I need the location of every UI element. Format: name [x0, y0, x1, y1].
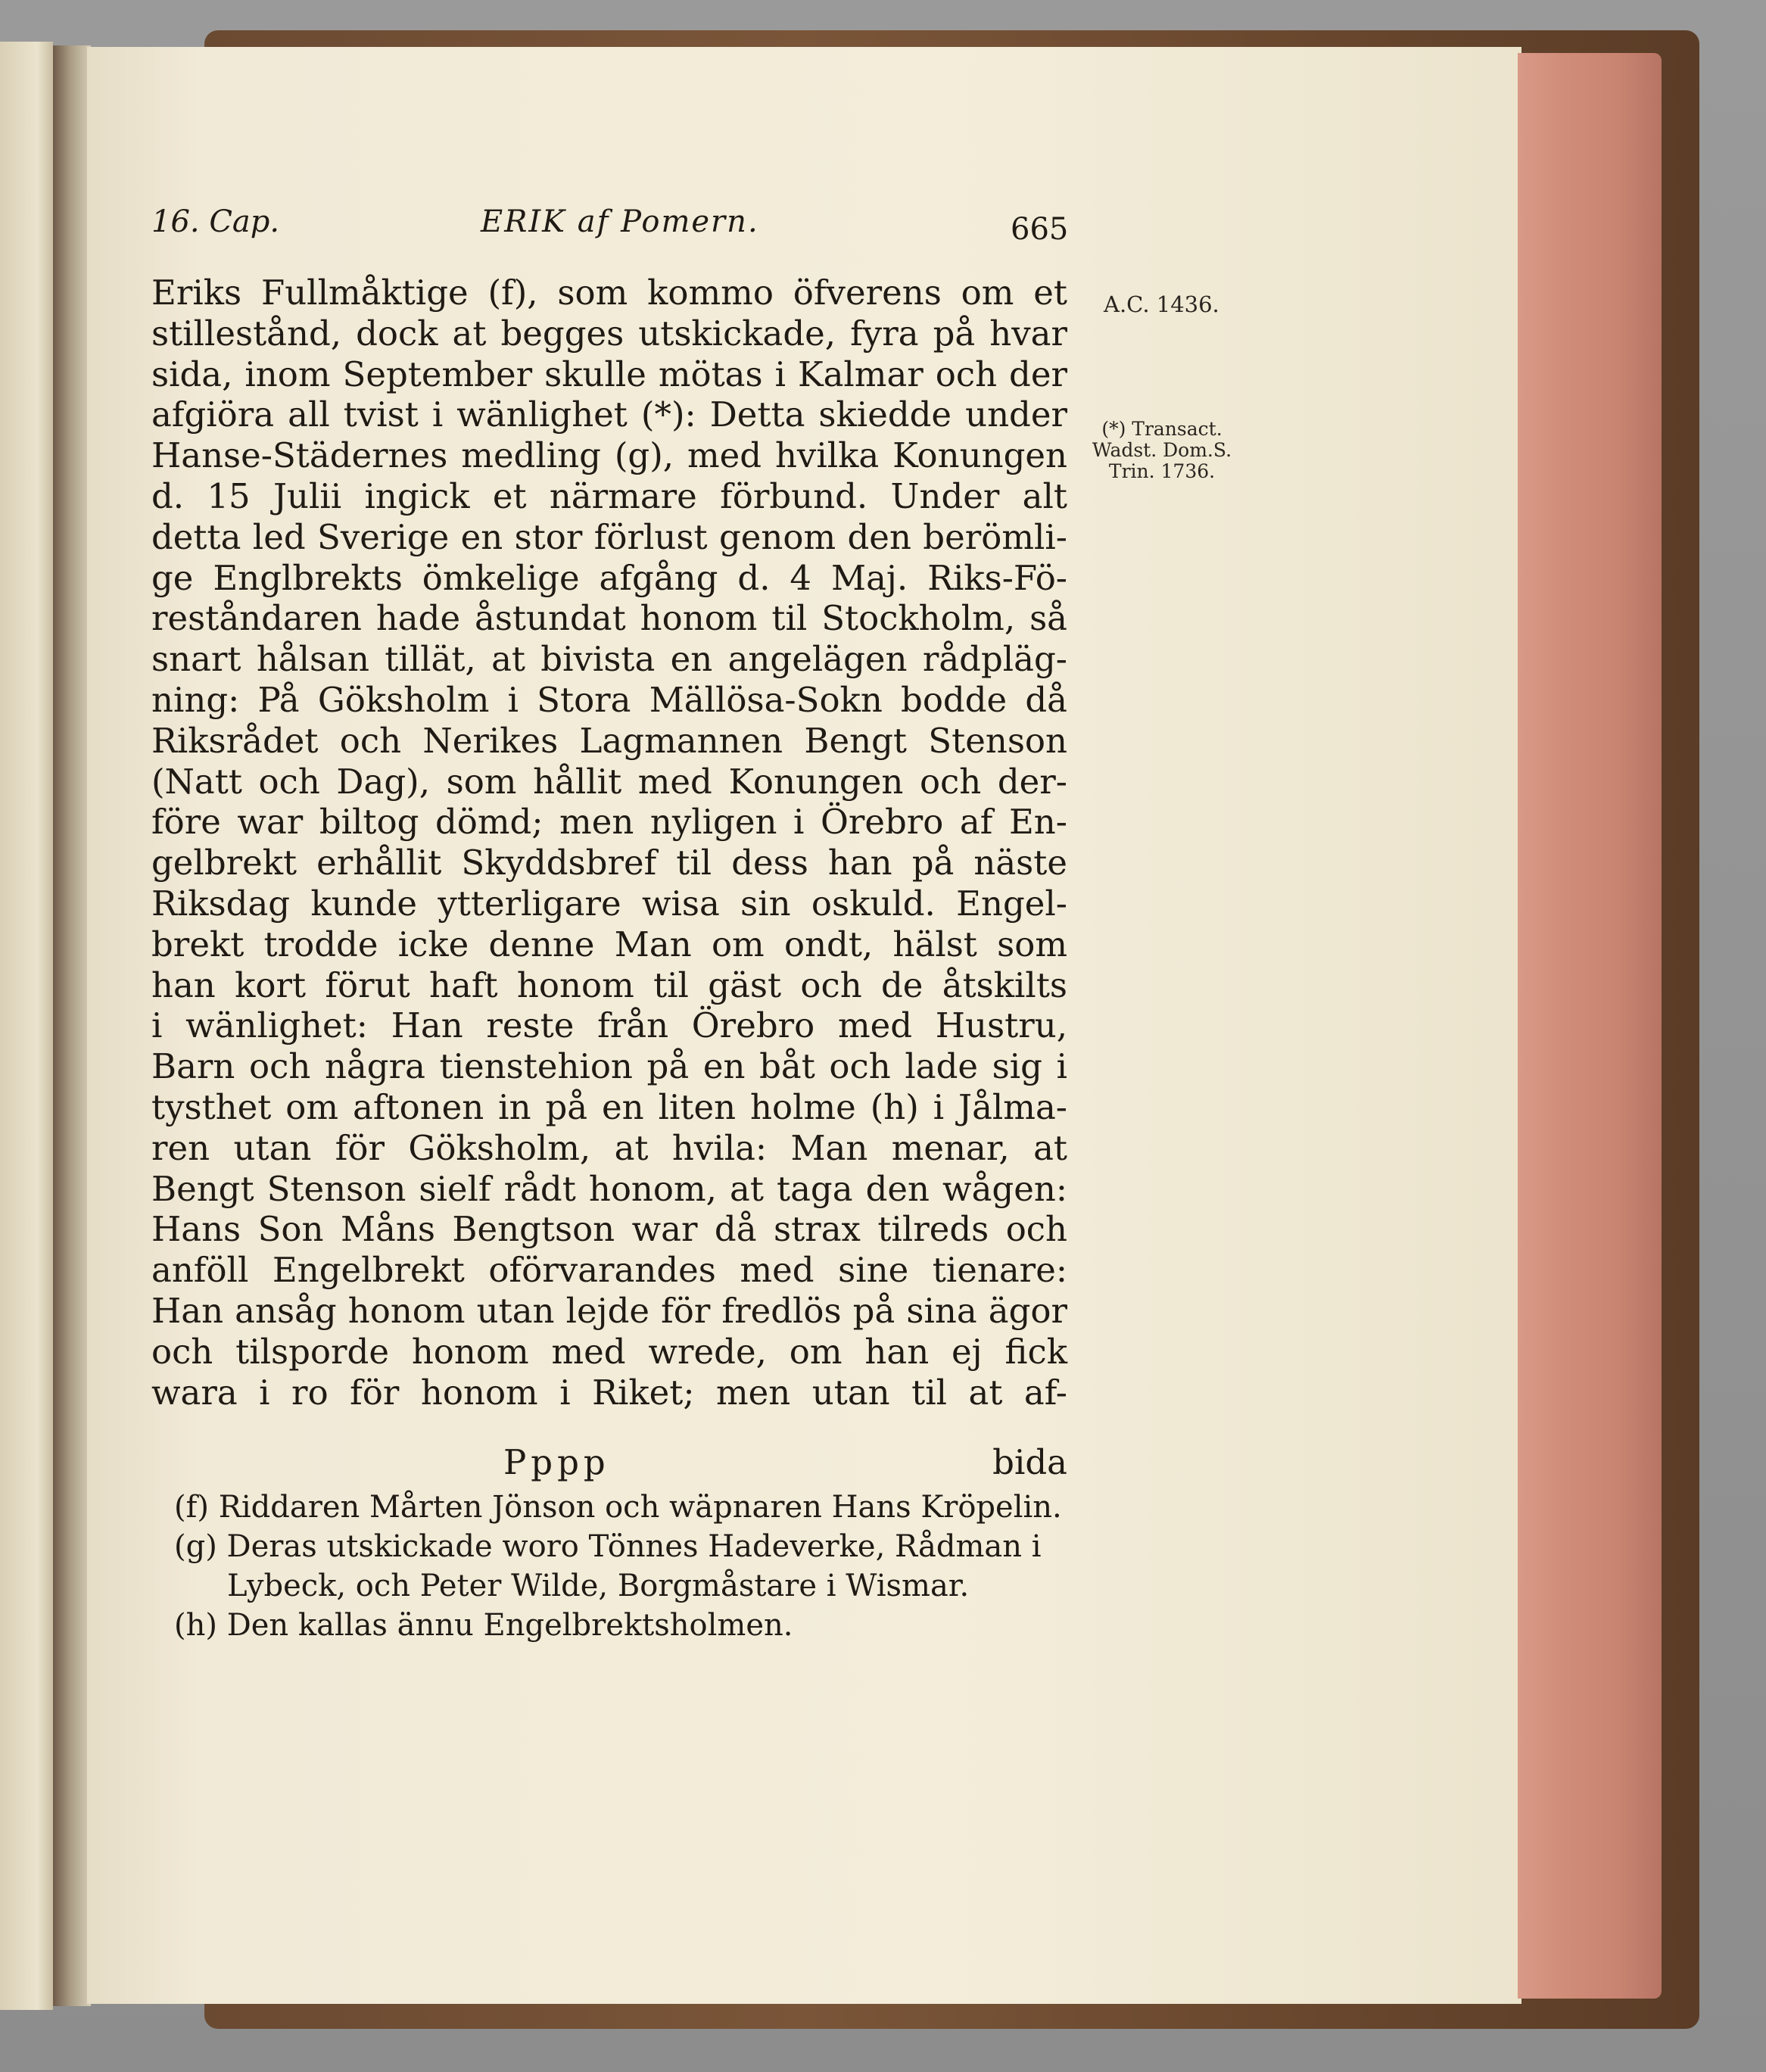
text-line: gelbrekt erhållit Skyddsbref til dess han på näste: [151, 843, 1067, 883]
text-line: afgiöra all tvist i wänlighet (*): Detta skiedde under: [151, 394, 1067, 435]
margin-reference-line: Trin. 1736.: [1108, 460, 1216, 482]
text-line: ning: På Göksholm i Stora Mällösa-Sokn bodde då: [151, 679, 1067, 720]
footnotes: [174, 1488, 1067, 1645]
text-line: brekt trodde icke denne Man om ondt, hälst som: [151, 924, 1067, 964]
text-line: Hanse-Städernes medling (g), med hvilka Konungen: [151, 435, 1067, 476]
text-line: d. 15 Julii ingick et närmare förbund. Under alt: [151, 475, 1067, 516]
text-line: han kort förut haft honom til gäst och de åtskilts: [151, 964, 1067, 1005]
text-line: Bengt Stenson sielf rådt honom, at taga den wågen:: [151, 1168, 1067, 1209]
text-line: Barn och några tienstehion på en båt och lade sig i: [151, 1046, 1067, 1087]
footnote-continuation: Lybeck, och Peter Wilde, Borgmåstare i Wismar.: [227, 1569, 970, 1603]
text-line: (Natt och Dag), som hållit med Konungen och der-: [151, 761, 1067, 802]
footnote: (g) Deras utskickade woro Tönnes Hadeverke, Rådman i: [174, 1529, 1042, 1564]
margin-reference-line: Wadst. Dom.S.: [1092, 439, 1232, 461]
text-line: snart hålsan tillät, at bivista en angelägen rådpläg-: [151, 639, 1067, 680]
margin-reference: [1075, 419, 1249, 482]
text-line: sida, inom September skulle mötas i Kalmar och der: [151, 354, 1067, 394]
text-line: och tilsporde honom med wrede, om han ej fick: [151, 1331, 1067, 1372]
text-line: Eriks Fullmåktige (f), som kommo öfverens om et: [151, 273, 1067, 313]
text-line: wara i ro för honom i Riket; men utan til at af-: [151, 1372, 1067, 1413]
signature-mark: Pppp: [503, 1442, 610, 1482]
text-line: Hans Son Måns Bengtson war då strax tilreds och: [151, 1209, 1067, 1250]
text-line: tysthet om aftonen in på en liten holme (h) i Jålma-: [151, 1086, 1067, 1127]
text-line: i wänlighet: Han reste från Örebro med Hustru,: [151, 1005, 1067, 1046]
running-title: ERIK af Pomern.: [481, 204, 759, 239]
body-text: [151, 273, 1067, 1413]
text-line: detta led Sverige en stor förlust genom den berömli-: [151, 516, 1067, 557]
left-page-edge: [0, 42, 53, 2010]
book-gutter: [53, 45, 91, 2006]
text-line: stillestånd, dock at begges utskickade, fyra på hvar: [151, 313, 1067, 354]
footnote: (f) Riddaren Mårten Jönson och wäpnaren Hans Kröpelin.: [174, 1490, 1062, 1525]
text-line: Riksdag kunde ytterligare wisa sin oskuld. Engel-: [151, 883, 1067, 924]
text-line: ren utan för Göksholm, at hvila: Man menar, at: [151, 1127, 1067, 1168]
margin-year: A.C. 1436.: [1104, 291, 1219, 317]
running-header: [151, 204, 1135, 257]
chapter-label: 16. Cap.: [151, 204, 280, 239]
page-fore-edge: [1518, 53, 1662, 1999]
text-line: ge Englbrekts ömkelige afgång d. 4 Maj. Riks-Fö-: [151, 557, 1067, 598]
text-line: reståndaren hade åstundat honom til Stockholm, så: [151, 598, 1067, 639]
text-line: Riksrådet och Nerikes Lagmannen Bengt Stenson: [151, 720, 1067, 761]
page-number: 665: [1011, 212, 1069, 247]
margin-reference-line: (*) Transact.: [1101, 418, 1222, 440]
text-line: anföll Engelbrekt oförvarandes med sine tienare:: [151, 1250, 1067, 1291]
signature-line: [151, 1442, 1067, 1484]
catchword: bida: [992, 1442, 1067, 1482]
footnote: (h) Den kallas ännu Engelbrektsholmen.: [174, 1608, 793, 1643]
text-line: före war biltog dömd; men nyligen i Örebro af En-: [151, 802, 1067, 843]
text-line: Han ansåg honom utan lejde för fredlös på sina ägor: [151, 1290, 1067, 1331]
